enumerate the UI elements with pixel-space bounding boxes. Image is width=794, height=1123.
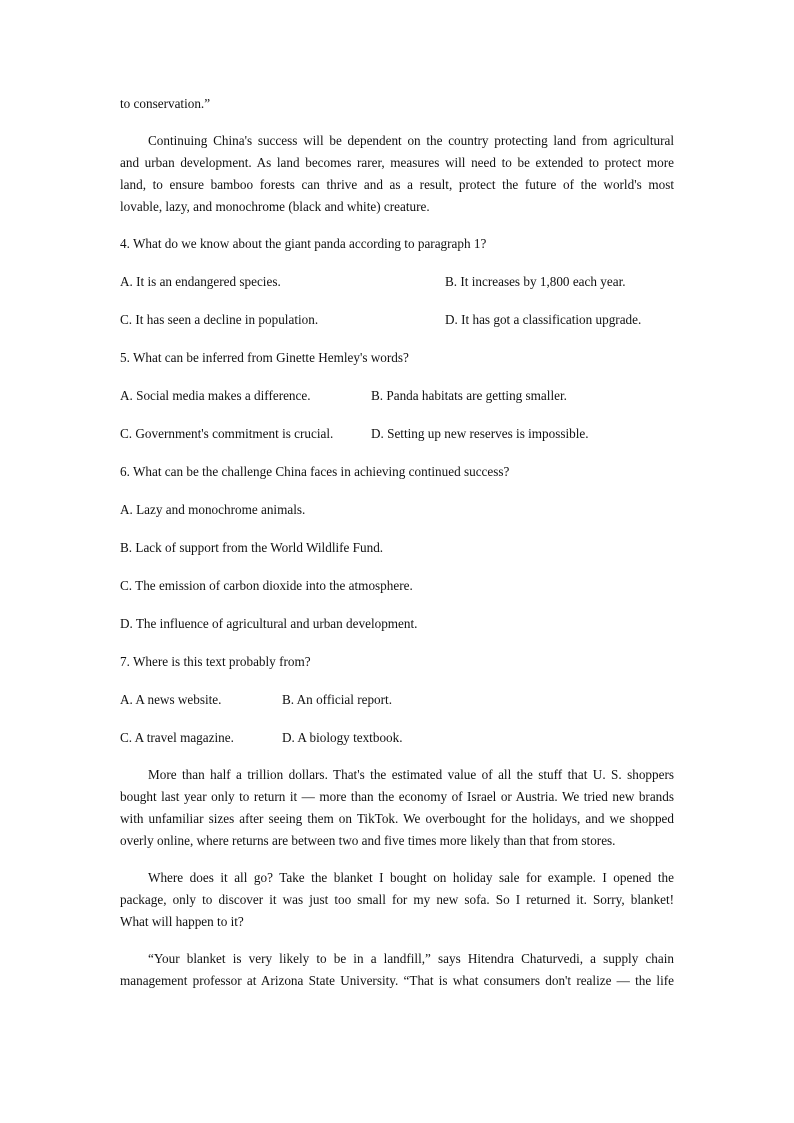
option-b: B. Lack of support from the World Wildlife Fund. — [120, 540, 384, 555]
paragraph-line: Continuing China's success will be dependent on the country protecting land from agricultural — [148, 133, 674, 148]
paragraph-line: More than half a trillion dollars. That's the estimated value of all the stuff that U. S. shoppers — [148, 767, 674, 782]
paragraph-line: land, to ensure bamboo forests can thrive and as a result, protect the future of the world's most — [120, 177, 674, 192]
question-stem: 6. What can be the challenge China faces in achieving continued success? — [120, 464, 510, 479]
question-5 — [120, 347, 674, 445]
option-row — [120, 271, 674, 293]
paragraph-line: management professor at Arizona State University. “That is what consumers don't realize — the life — [120, 973, 674, 988]
question-4 — [120, 233, 674, 331]
option-row — [120, 423, 674, 445]
option-a: A. Social media makes a difference. — [120, 388, 311, 403]
document-body — [120, 93, 674, 992]
option-d: D. It has got a classification upgrade. — [445, 312, 642, 327]
paragraph-line: What will happen to it? — [120, 914, 244, 929]
option-a: A. Lazy and monochrome animals. — [120, 502, 306, 517]
question-stem: 4. What do we know about the giant panda according to paragraph 1? — [120, 236, 487, 251]
paragraph-returns — [120, 764, 674, 852]
question-stem: 5. What can be inferred from Ginette Hemley's words? — [120, 350, 409, 365]
option-b: B. An official report. — [282, 692, 392, 707]
option-row — [120, 385, 674, 407]
paragraph-line: with unfamiliar sizes after seeing them on TikTok. We overbought for the holidays, and we shopped — [120, 811, 674, 826]
paragraph-line: “Your blanket is very likely to be in a landfill,” says Hitendra Chaturvedi, a supply chain — [148, 951, 674, 966]
paragraph-blanket — [120, 867, 674, 933]
paragraph-line: bought last year only to return it — more than the economy of Israel or Austria. We tried new brands — [120, 789, 674, 804]
option-c: C. It has seen a decline in population. — [120, 312, 319, 327]
paragraph-china-success — [120, 130, 674, 218]
option-d: D. A biology textbook. — [282, 730, 403, 745]
question-stem: 7. Where is this text probably from? — [120, 654, 311, 669]
option-d: D. Setting up new reserves is impossible. — [371, 426, 589, 441]
option-row — [120, 309, 674, 331]
option-b: B. Panda habitats are getting smaller. — [371, 388, 567, 403]
option-d: D. The influence of agricultural and urban development. — [120, 616, 418, 631]
option-a: A. It is an endangered species. — [120, 274, 281, 289]
paragraph-line: Where does it all go? Take the blanket I bought on holiday sale for example. I opened the — [148, 870, 674, 885]
option-c: C. Government's commitment is crucial. — [120, 426, 334, 441]
question-6 — [120, 461, 674, 635]
option-c: C. A travel magazine. — [120, 730, 234, 745]
paragraph-line: and urban development. As land becomes rarer, measures will need to be extended to protect more — [120, 155, 674, 170]
option-b: B. It increases by 1,800 each year. — [445, 274, 626, 289]
paragraph-line: overly online, where returns are between two and five times more likely than that from stores. — [120, 833, 616, 848]
paragraph-landfill — [120, 948, 674, 992]
option-row — [120, 689, 674, 711]
paragraph-line: package, only to discover it was just too small for my new sofa. So I returned it. Sorry, blanket! — [120, 892, 674, 907]
paragraph-line: lovable, lazy, and monochrome (black and white) creature. — [120, 199, 430, 214]
option-row — [120, 727, 674, 749]
option-c: C. The emission of carbon dioxide into the atmosphere. — [120, 578, 413, 593]
option-a: A. A news website. — [120, 692, 222, 707]
question-7 — [120, 651, 674, 749]
paragraph-continuation: to conservation.” — [120, 96, 211, 111]
